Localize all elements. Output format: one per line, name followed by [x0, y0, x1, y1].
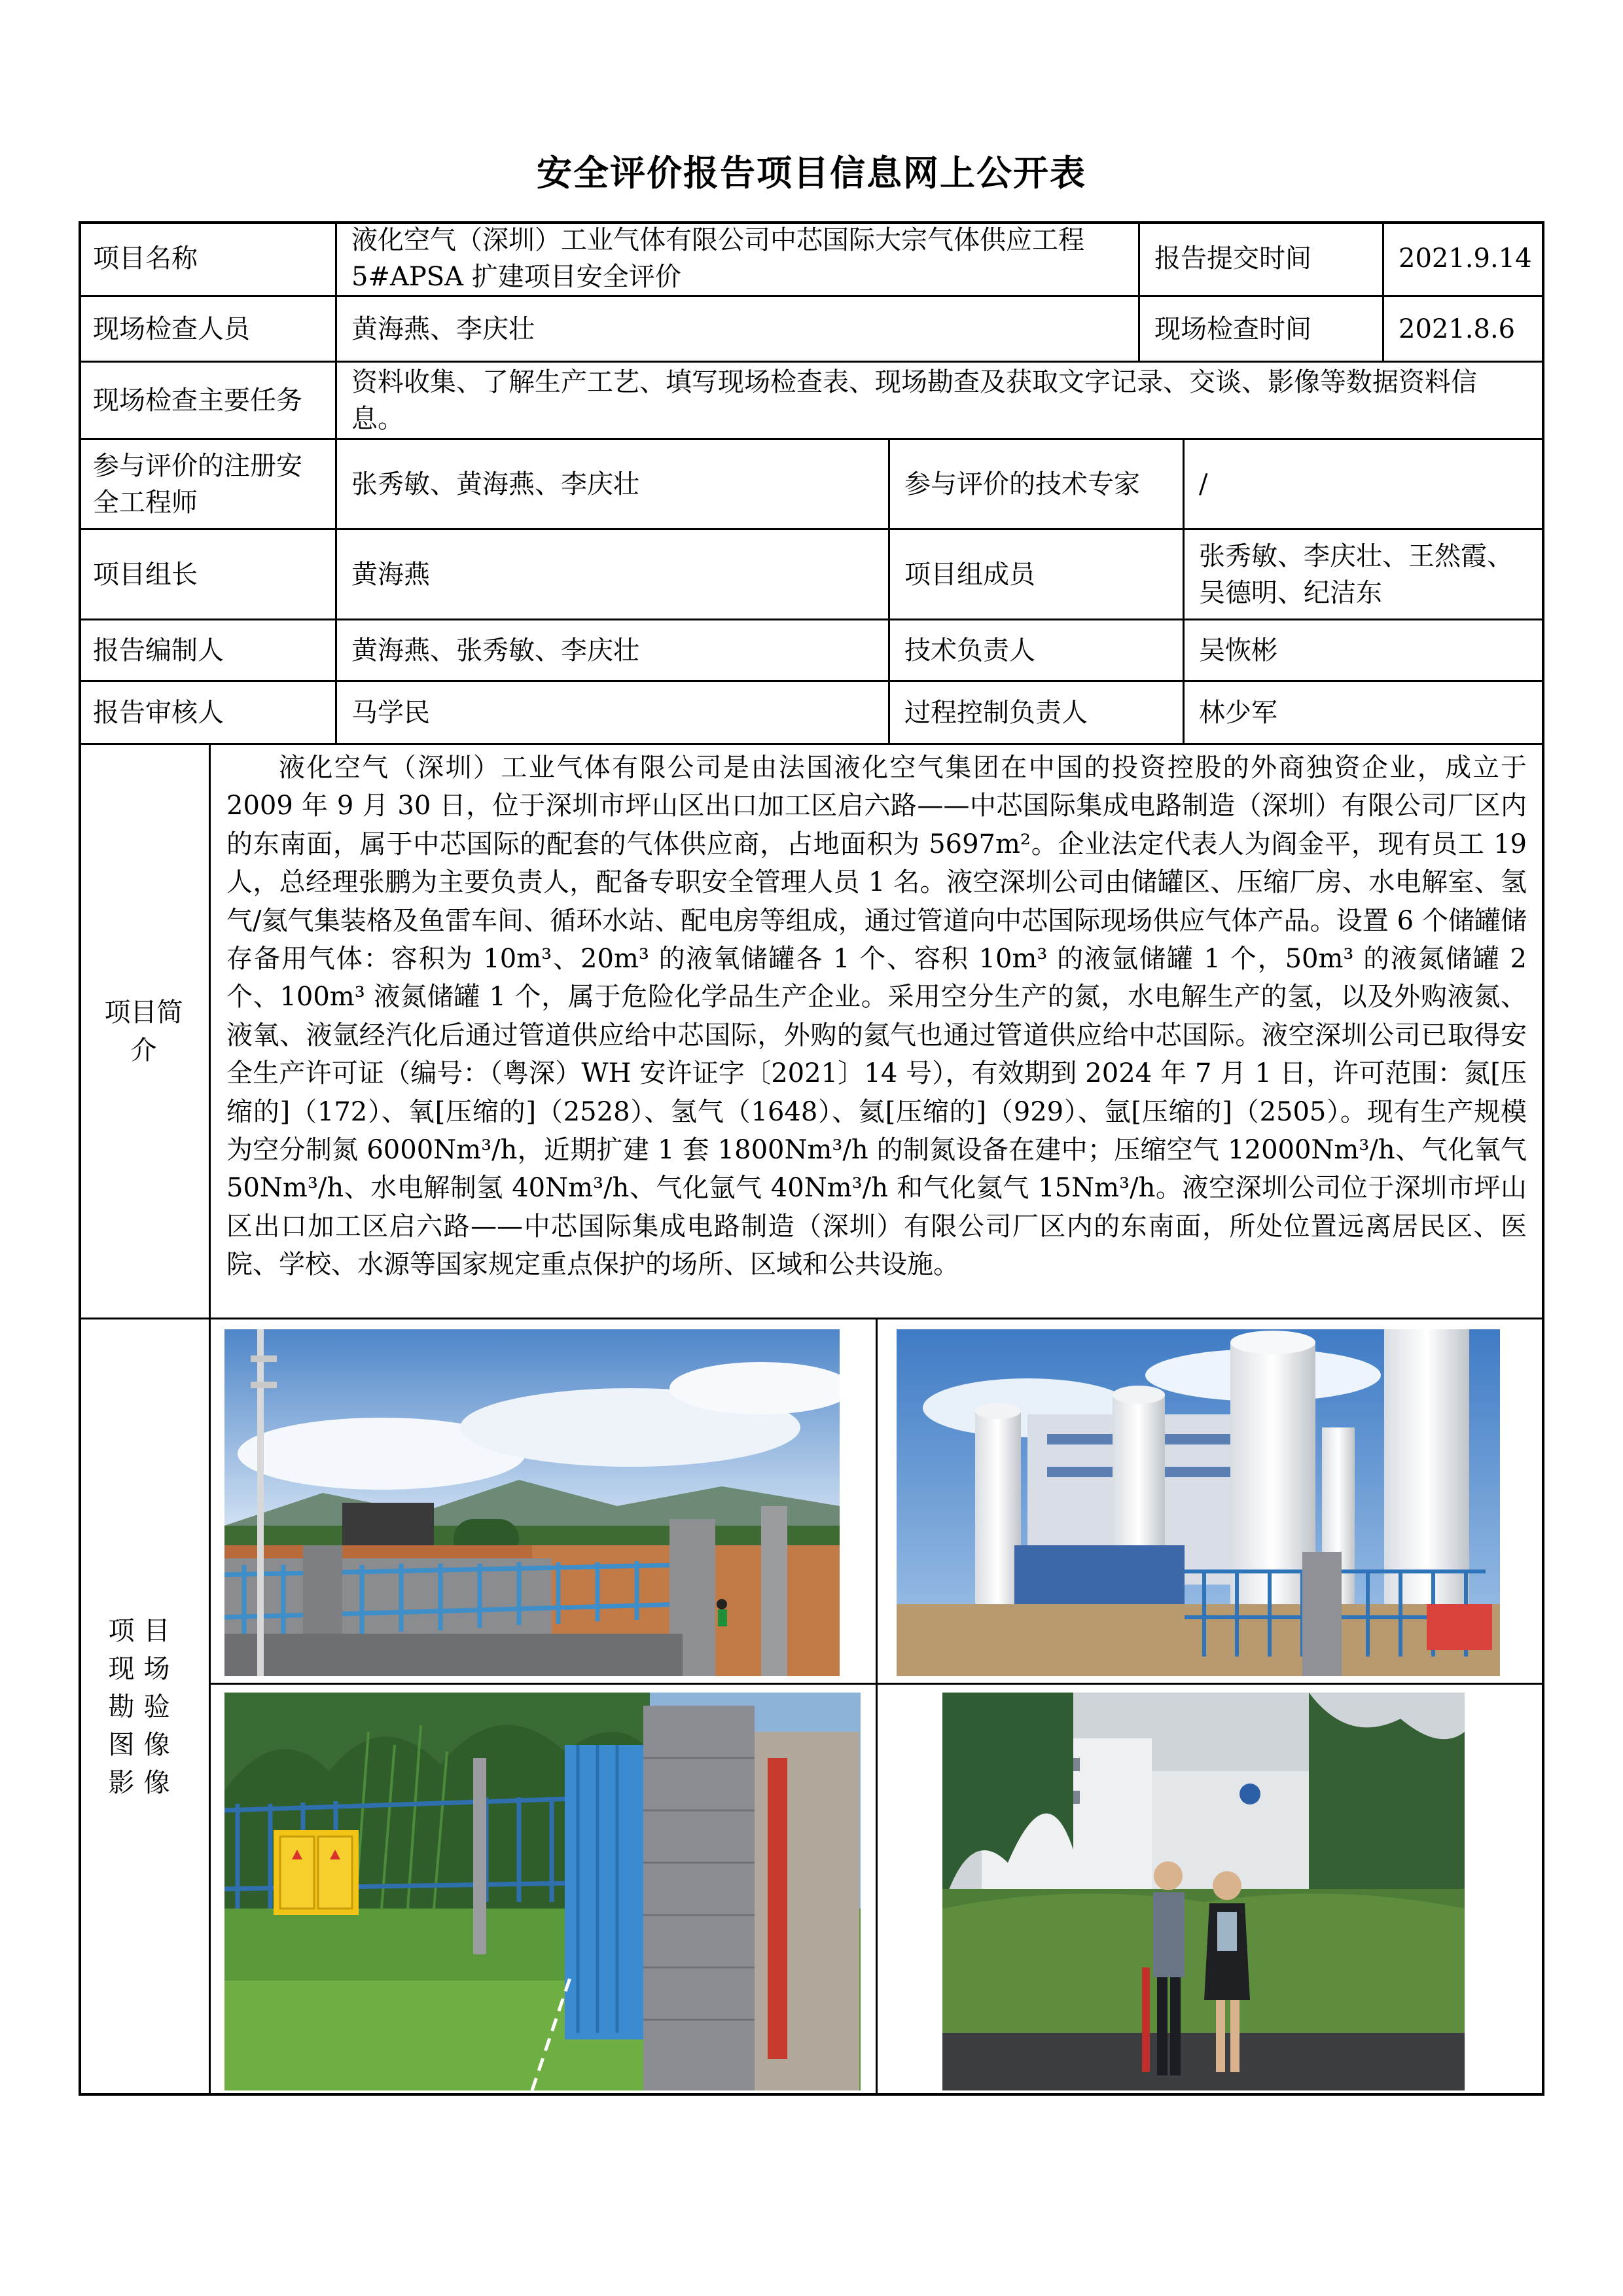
value-process-control: 林少军	[1185, 682, 1544, 745]
value-submit-time: 2021.9.14	[1384, 221, 1544, 297]
value-leader: 黄海燕	[337, 530, 890, 620]
info-table	[79, 221, 1544, 2096]
label-engineers: 参与评价的注册安全工程师	[79, 440, 337, 530]
label-editors: 报告编制人	[79, 620, 337, 682]
value-experts: /	[1185, 440, 1544, 530]
label-members: 项目组成员	[890, 530, 1185, 620]
site-photo-fence-construction	[224, 1329, 840, 1676]
value-engineers: 张秀敏、黄海燕、李庆壮	[337, 440, 890, 530]
label-process-control: 过程控制负责人	[890, 682, 1185, 745]
label-leader: 项目组长	[79, 530, 337, 620]
value-tasks: 资料收集、了解生产工艺、填写现场检查表、现场勘查及获取文字记录、交谈、影像等数据资料信息。	[337, 363, 1544, 440]
label-tech-lead: 技术负责人	[890, 620, 1185, 682]
site-photo-inspectors	[942, 1693, 1465, 2090]
label-intro: 项目简介	[79, 745, 211, 1319]
label-inspectors: 现场检查人员	[79, 297, 337, 363]
value-members: 张秀敏、李庆壮、王然霞、吴德明、纪洁东	[1185, 530, 1544, 620]
label-reviewer: 报告审核人	[79, 682, 337, 745]
value-project-name: 液化空气（深圳）工业气体有限公司中芯国际大宗气体供应工程 5#APSA 扩建项目安全评价	[337, 221, 1140, 297]
intro-paragraph: 液化空气（深圳）工业气体有限公司是由法国液化空气集团在中国的投资控股的外商独资企业，成立于 2009 年 9 月 30 日，位于深圳市坪山区出口加工区启六路——中芯国际集成电路制造（深圳）有限公司厂区内的东南面，属于中芯国际的配套的气体供应商，占地面积为 5697m²。企业法定代表人为阎金平，现有员工 19 人，总经理张鹏为主要负责人，配备专职安全管理人员 1 名。液空深圳公司由储罐区、压缩厂房、水电解室、氢气/氦气集装格及鱼雷车间、循环水站、配电房等组成，通过管道向中芯国际现场供应气体产品。设置 6 个储罐储存备用气体：容积为 10m³、20m³ 的液氧储罐各 1 个、容积 10m³ 的液氩储罐 1 个，50m³ 的液氮储罐 2 个、100m³ 液氮储罐 1 个，属于危险化学品生产企业。采用空分生产的氮，水电解生产的氢，以及外购液氮、液氧、液氩经汽化后通过管道供应给中芯国际，外购的氦气也通过管道供应给中芯国际。液空深圳公司已取得安全生产许可证（编号：（粤深）WH 安许证字〔2021〕14 号），有效期到 2024 年 7 月 1 日，许可范围：氮[压缩的]（172）、氧[压缩的]（2528）、氢气（1648）、氦[压缩的]（929）、氩[压缩的]（2505）。现有生产规模为空分制氮 6000Nm³/h，近期扩建 1 套 1800Nm³/h 的制氮设备在建中；压缩空气 12000Nm³/h、气化氧气 50Nm³/h、水电解制氢 40Nm³/h、气化氩气 40Nm³/h 和气化氦气 15Nm³/h。液空深圳公司位于深圳市坪山区出口加工区启六路——中芯国际集成电路制造（深圳）有限公司厂区内的东南面，所处位置远离居民区、医院、学校、水源等国家规定重点保护的场所、区域和公共设施。	[226, 753, 1527, 1280]
value-editors: 黄海燕、张秀敏、李庆壮	[337, 620, 890, 682]
value-inspection-time: 2021.8.6	[1384, 297, 1544, 363]
label-submit-time: 报告提交时间	[1140, 221, 1384, 297]
label-images: 项目现场勘验图像影像	[79, 1319, 211, 2096]
label-tasks: 现场检查主要任务	[79, 363, 337, 440]
image-grid-vline	[876, 1319, 878, 2096]
value-intro	[211, 745, 1544, 1319]
image-grid-hline	[211, 1683, 1544, 1685]
value-tech-lead: 吴恢彬	[1185, 620, 1544, 682]
label-project-name: 项目名称	[79, 221, 337, 297]
label-inspection-time: 现场检查时间	[1140, 297, 1384, 363]
page-title: 安全评价报告项目信息网上公开表	[537, 152, 1086, 194]
value-reviewer: 马学民	[337, 682, 890, 745]
value-inspectors: 黄海燕、李庆壮	[337, 297, 1140, 363]
site-photo-storage-tanks	[897, 1329, 1500, 1676]
label-experts: 参与评价的技术专家	[890, 440, 1185, 530]
site-photo-electrical-box	[224, 1693, 861, 2090]
